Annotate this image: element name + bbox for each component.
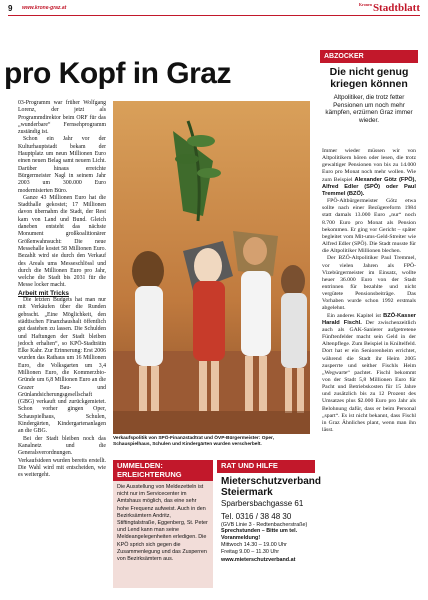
org-address: Sparbersbachgasse 61 [221, 498, 304, 508]
text-run: Immer wieder müssen wir von Altpolitikern hören oder lesen, die trotz gewaltiger Pensionen von bis zu 14.000 Euro pro Monat noch mehr wollen. Wie zum Beispiel [322, 148, 416, 183]
photo-caption: Verkaufspolitik von SPÖ-Finanzstadtrat und ÖVP-Bürgermeister: Oper, Schauspielhaus, Schulen und Kindergärten wurden verscherbelt. [113, 436, 274, 447]
paragraph: 03-Programm war früher Wolfgang Lorenz, der jetzt als Programmdirektor beim ORF für das „wunderbare“ Fernsehprogramm zuständig ist. [18, 100, 106, 136]
sidebar-kicker: ABZOCKER [320, 50, 418, 63]
paragraph: Ganze 43 Millionen Euro hat die Stadthalle gekostet; 17 Millionen davon übernahm die Stadt, der Rest kam von Land und Bund. Gleich daneben entsteht das nächste Monument großkoalitionärer Größenwahnsucht: Die neue Messehalle kostet 58 Millionen Euro. Bezahlt wird sie durch den Verkauf des Areals ums Messeschlössl und durch die Millionen Euro pro Jahr, welche die Stadt bis 2031 für die Messe locker macht. [18, 194, 106, 289]
sidebar-body [322, 148, 416, 434]
org-phone[interactable]: Tel. 0316 / 38 48 30 [221, 511, 292, 521]
org-hours-1: Mittwoch 14.30 – 19.00 Uhr [221, 541, 287, 548]
paragraph [322, 148, 416, 198]
info-box-content [217, 473, 322, 567]
org-name: Mieterschutzverband Steiermark [221, 475, 322, 498]
text-run: Ein anderes Kapitel ist [327, 312, 384, 319]
article-subhead: Arbeit mit Tricks [18, 289, 69, 297]
bold-name: BZÖ-Kasser Harald Fischl. [322, 312, 416, 326]
info-box-text: Die Ausstellung von Meldezetteln ist nicht nur im Servicecenter im Amtshaus möglich, das eine sehr hohe Frequenz aufweist. Auch in den Bezirksämtern Andritz, Stiftingtalstraße, Eggenberg, St. Peter und Lend kann man seine Meldeangelegenheiten erledigen. Die KPÖ sprich sich gegen die Zusammenlegung und das Zusperren von Bezirksämtern aus. [113, 481, 213, 588]
info-box-rat-und-hilfe [217, 460, 322, 588]
paragraph [322, 313, 416, 435]
masthead-small: Kronen [358, 2, 372, 8]
org-transit: (GVB Linie 3 - Redtenbacherstraße) [221, 521, 308, 528]
top-rule [8, 15, 420, 16]
photo-illustration [113, 101, 310, 434]
sidebar-dek: Altpolitiker, die trotz fetter Pensionen um noch mehr kämpfen, erzürnen Graz immer wieder. [325, 94, 413, 124]
info-box-title: RAT UND HILFE [217, 460, 315, 473]
org-hours-2: Freitag 9.00 – 11.30 Uhr [221, 548, 280, 555]
paragraph: Bei der Stadt bleiben noch das Kanalnetz und die Generalsverordnungen. Verkaufsideen wurden bereits erstellt. Die Wahl wird mit entscheiden, wie es weitergeht. [18, 435, 106, 479]
masthead [359, 2, 420, 14]
article-photo [113, 101, 310, 434]
info-box-title: UMMELDEN: ERLEICHTERUNG [113, 460, 213, 481]
site-url[interactable]: www.krone-graz.at [22, 5, 67, 11]
paragraph: Der BZÖ-Altpolitiker Paul Tremmel, vor vielen Jahren als FPÖ-Vizebürgermeister im Einsatz, wollte heuer 36.000 Euro von der Stadt entrinnen für bezahlte und nicht vergütete Pensionsbeiträge. Das Vorhaben wurde schon 1992 erstmals abgelehnt. [322, 255, 416, 312]
paragraph: Schon ein Jahr vor der Kulturhauptstadt bekam der Hauptplatz um neun Millionen Euro einen neuen Belag samt neuem Licht. Darüber hinaus erreichte Bürgermeister Nagl in seinem Jahr 2003 um 300.000 Euro modernisierten Büro. [18, 136, 106, 194]
org-hours-label: Sprechstunden – Bitte um tel. Voranmeldung! [221, 528, 298, 542]
paragraph: FPÖ-Altbürgermeister Götz etwa sollte nach einer Bezügereform 1984 statt damals 13.000 Euro „nur“ noch 8.700 Euro pro Monat als Pension bekommen. Er ging vor Gericht – später begleitet vom Mit-ums-Geld-Streiter wie Alfred Edler (SPÖ). Die Stadt musste für die Altpolitiker Millionen blechen. [322, 198, 416, 255]
page-number: 9 [8, 4, 13, 13]
paragraph: Die letzten Budgets hat man nur mit Verkäufen über die Runden gebracht. „Eine Möglichkeit, den städtischen Finanzhaushalt öffentlich gut dastehen zu lassen. Die Schulden und Haftungen der Stadt bleiben jedoch erhalten“, so KPÖ-Stadträtin Elke Kahr. Zur Erinnerung: Erst 2006 wurden das Rathaus um 16 Millionen Euro, die Volksgarten um 3,4 Millionen Euro, die Kommerzbio-Gründe um 6,8 Millionen Euro an die Grazer Bau- und Grünlandsicherungsgesellschaft (GBG) verkauft und zurückgemietet. Schon vorher gingen Oper, Schauspielhaus, Schulen, Kindergärten, Kindergartenanlagen an die GBG. [18, 297, 106, 435]
page-headline: pro Kopf in Graz [4, 57, 231, 90]
masthead-title: Stadtblatt [372, 2, 420, 14]
sidebar-headline: Die nicht genug kriegen können [329, 66, 409, 90]
bold-names: Alexander Götz (FPÖ), Alfred Edler (SPÖ) oder Paul Tremmel (BZÖ). [322, 176, 417, 197]
text-run: Der zwischenzeitlich auch als GAK-Sanierer aufgetretene Fünftenfelder macht sein Geld in der Altenpflege. Zum Beispiel in Kniltelfeld. Dort hat er ein Seniorenheim errichtet, während die Stadt ihr Heim 2005 zusperrte und seither Fischls Heim „Wegwarte“ pachtet. Fischl bekommt von der Stadt 5,8 Millionen Euro für Pacht und Betriebskosten für 15 Jahre und zusätzlich bis zu 12 Prozent des Umsatzes plus $2.000 Euro pro Jahr als Belohnung dafür, dass er beim Personal „spart“. Es ist nicht bekannt, dass Fischl in Graz Ähnliches plant, wenn man ihn lässt. [322, 319, 416, 434]
org-website[interactable]: www.mieterschutzverband.at [221, 557, 296, 564]
info-box-ummelden [113, 460, 213, 588]
article-column [18, 100, 106, 479]
